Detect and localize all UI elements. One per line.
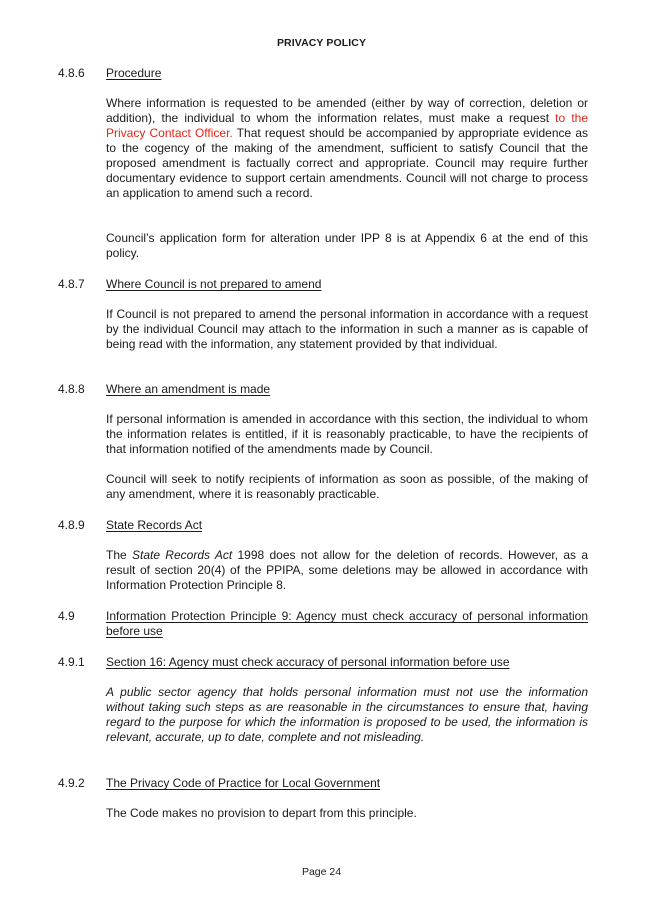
section-paragraph: Council will seek to notify recipients of information as soon as possible, of the making of any amendment, where it is reasonably practicable. — [106, 472, 588, 501]
section-paragraph: If Council is not prepared to amend the personal information in accordance with a request by the individual Council may attach to the information in such a manner as is capable of being read with the information, any statement provided by that individual. — [106, 307, 588, 351]
page-header: PRIVACY POLICY — [276, 37, 367, 49]
section-number: 4.8.7 — [58, 277, 85, 291]
section-title: The Privacy Code of Practice for Local Government — [106, 776, 381, 790]
section-paragraph: The Code makes no provision to depart from this principle. — [106, 806, 417, 820]
page-number: Page 24 — [301, 866, 342, 878]
section-title: Procedure — [106, 66, 162, 80]
section-title: Information Protection Principle 9: Agency must check accuracy of personal information before use — [106, 609, 588, 638]
section-title: Where Council is not prepared to amend — [106, 277, 322, 291]
section-number: 4.8.9 — [58, 518, 85, 532]
section-number: 4.8.8 — [58, 382, 85, 396]
section-number: 4.8.6 — [58, 66, 85, 80]
italic-text: State Records Act — [131, 548, 233, 562]
section-title: Where an amendment is made — [106, 382, 271, 396]
quoted-paragraph: A public sector agency that holds personal information must not use the information without taking such steps as are reasonable in the circumstances to ensure that, having regard to the purpose for which the information is proposed to be used, the information is relevant, accurate, up to date, complete and not misleading. — [106, 685, 588, 744]
paragraph-text: 1998 does not allow for the deletion of records. However, as a result of section 20(4) of the PPIPA, some deletions may be allowed in accordance with Information Protection Principle 8. — [106, 548, 588, 592]
section-title: State Records Act — [106, 518, 203, 532]
section-title: Section 16: Agency must check accuracy of personal information before use — [106, 655, 510, 669]
highlighted-text: to the Privacy Contact Officer. — [106, 111, 589, 140]
section-paragraph: Council’s application form for alteration under IPP 8 is at Appendix 6 at the end of this policy. — [106, 231, 588, 260]
section-paragraph — [106, 548, 588, 593]
section-paragraph — [106, 96, 588, 201]
paragraph-text: Where information is requested to be amended (either by way of correction, deletion or addition), the individual to whom the information relates, must make a request — [106, 96, 588, 125]
section-number: 4.9.1 — [58, 655, 85, 669]
section-number: 4.9.2 — [58, 776, 85, 790]
paragraph-text: The — [106, 548, 132, 562]
section-paragraph: If personal information is amended in accordance with this section, the individual to whom the information relates is entitled, if it is reasonably practicable, to have the recipients of that information notified of the amendments made by Council. — [106, 412, 588, 456]
section-number: 4.9 — [58, 609, 75, 623]
paragraph-text: That request should be accompanied by appropriate evidence as to the cogency of the making of the amendment, sufficient to satisfy Council that the proposed amendment is factually correct and appropriate. Council may require further documentary evidence to support certain amendments. Council will not charge to process an application to amend such a record. — [106, 126, 588, 200]
